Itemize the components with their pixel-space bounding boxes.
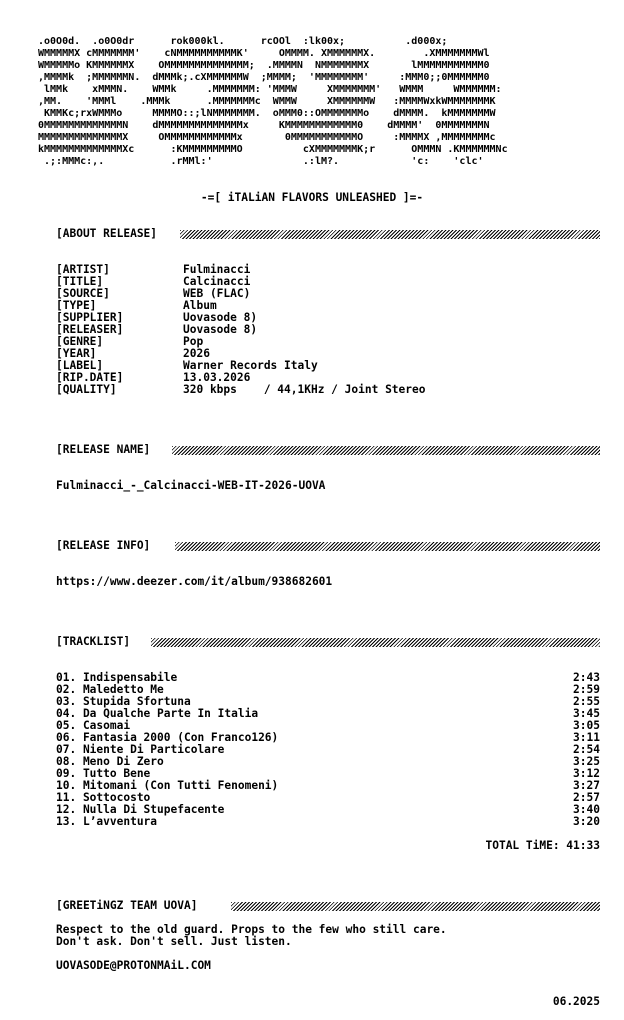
about-value: WEB (FLAC) <box>183 287 251 300</box>
track-title: 07. Niente Di Particolare <box>56 743 225 756</box>
about-key: [GENRE] <box>56 335 104 348</box>
track-title: 08. Meno Di Zero <box>56 755 164 768</box>
hatch-divider <box>180 230 600 239</box>
about-value: Uovasode 8) <box>183 311 258 324</box>
track-duration: 3:45 <box>573 707 600 720</box>
greetings-header <box>56 900 600 912</box>
track-duration: 3:20 <box>573 815 600 828</box>
about-value: Fulminacci <box>183 263 251 276</box>
ascii-logo: .o0O0d. .o0O0dr rok000kl. rcOOl :lk00x; .d000x; WMMMMMX cMMMMMMM' cNMMMMMMMMMMK' OMMMM. XMMMMMMX. .XMMMMMMMWl WMMMMMo KMMMMMMX OMMMMMMMMMMMMMM; .MMMMN NMMMMMMMX lMMMMMMMMMMM0 ,MMMMk ;MMMMMMN. dMMMk;.cXMMMMMMW ;MMMM; 'MMMMMMMM' :MMM0;;0MMMMMM0 lMMk xMMMN. WMMk .MMMMMMM: 'MMMW XMMMMMMM' WMMM WMMMMMM: ,MM. 'MMMl .MMMk .MMMMMMMc WMMW XMMMMMMW :MMMMWxkWMMMMMMMK KMMKc;rxWMMMo MMMMO::;lNMMMMMMM. oMMM0::OMMMMMMMo dMMMM. kMMMMMMMW 0MMMMMMMMMMMMMN dMMMMMMMMMMMMMMx KMMMMMMMMMMMM0 dMMMM' 0MMMMMMMN MMMMMMMMMMMMMMX OMMMMMMMMMMMMx 0MMMMMMMMMMMO :MMMMX ,MMMMMMMMc kMMMMMMMMMMMMMXc :KMMMMMMMMMO cXMMMMMMMK;r OMMMN .KMMMMMMNc .;:MMMc:,. .rMMl:' .:lM?. 'c: 'clc' <box>38 36 508 167</box>
track-duration: 2:59 <box>573 683 600 696</box>
greetings-line: Don't ask. Don't sell. Just listen. <box>56 935 292 948</box>
track-title: 06. Fantasia 2000 (Con Franco126) <box>56 731 279 744</box>
track-row <box>56 816 600 828</box>
section-label: [GREETiNGZ TEAM UOVA] <box>56 900 201 912</box>
track-title: 01. Indispensabile <box>56 671 178 684</box>
about-key: [TITLE] <box>56 275 104 288</box>
hatch-divider <box>151 638 600 647</box>
total-time: TOTAL TiME: 41:33 <box>485 839 600 852</box>
hatch-divider <box>172 446 600 455</box>
about-key: [SOURCE] <box>56 287 110 300</box>
about-key: [RELEASER] <box>56 323 124 336</box>
tracklist-header <box>56 636 600 648</box>
track-title: 10. Mitomani (Con Tutti Fenomeni) <box>56 779 279 792</box>
about-value: Pop <box>183 335 204 348</box>
about-key: [SUPPLIER] <box>56 311 124 324</box>
track-title: 11. Sottocosto <box>56 791 151 804</box>
about-key: [TYPE] <box>56 299 97 312</box>
track-duration: 3:11 <box>573 731 600 744</box>
about-value: Album <box>183 299 217 312</box>
track-duration: 3:25 <box>573 755 600 768</box>
track-title: 09. Tutto Bene <box>56 767 151 780</box>
track-title: 04. Da Qualche Parte In Italia <box>56 707 259 720</box>
track-duration: 2:57 <box>573 791 600 804</box>
release-name: Fulminacci_-_Calcinacci-WEB-IT-2026-UOVA <box>56 479 326 492</box>
section-label: [RELEASE INFO] <box>56 540 154 552</box>
release-info-header <box>56 540 600 552</box>
about-key: [RIP.DATE] <box>56 371 124 384</box>
hatch-divider <box>231 902 600 911</box>
track-title: 03. Stupida Sfortuna <box>56 695 191 708</box>
about-value: 320 kbps / 44,1KHz / Joint Stereo <box>183 383 426 396</box>
section-label: [TRACKLIST] <box>56 636 134 648</box>
track-row <box>56 708 600 720</box>
section-label: [RELEASE NAME] <box>56 444 154 456</box>
track-title: 02. Maledetto Me <box>56 683 164 696</box>
about-value: Calcinacci <box>183 275 251 288</box>
hatch-divider <box>175 542 600 551</box>
track-duration: 2:43 <box>573 671 600 684</box>
track-title: 13. Lʼavventura <box>56 815 158 828</box>
track-duration: 3:12 <box>573 767 600 780</box>
track-title: 12. Nulla Di Stupefacente <box>56 803 225 816</box>
greetings-line: Respect to the old guard. Props to the few who still care. <box>56 923 447 936</box>
release-date: 06.2025 <box>552 995 600 1008</box>
about-key: [ARTIST] <box>56 263 110 276</box>
about-key: [LABEL] <box>56 359 104 372</box>
about-key: [YEAR] <box>56 347 97 360</box>
about-release-header <box>56 228 600 240</box>
release-info-link[interactable]: https://www.deezer.com/it/album/938682601 <box>56 575 333 588</box>
section-label: [ABOUT RELEASE] <box>56 228 161 240</box>
tagline: -=[ iTALiAN FLAVORS UNLEASHED ]=- <box>200 191 424 204</box>
about-key: [QUALITY] <box>56 383 117 396</box>
track-duration: 2:55 <box>573 695 600 708</box>
contact-email[interactable]: UOVASODE@PROTONMAiL.COM <box>56 959 211 972</box>
track-duration: 3:40 <box>573 803 600 816</box>
release-name-header <box>56 444 600 456</box>
track-title: 05. Casomai <box>56 719 131 732</box>
about-value: 13.03.2026 <box>183 371 251 384</box>
about-value: Uovasode 8) <box>183 323 258 336</box>
track-duration: 2:54 <box>573 743 600 756</box>
track-duration: 3:05 <box>573 719 600 732</box>
track-duration: 3:27 <box>573 779 600 792</box>
about-value: 2026 <box>183 347 210 360</box>
about-value: Warner Records Italy <box>183 359 318 372</box>
